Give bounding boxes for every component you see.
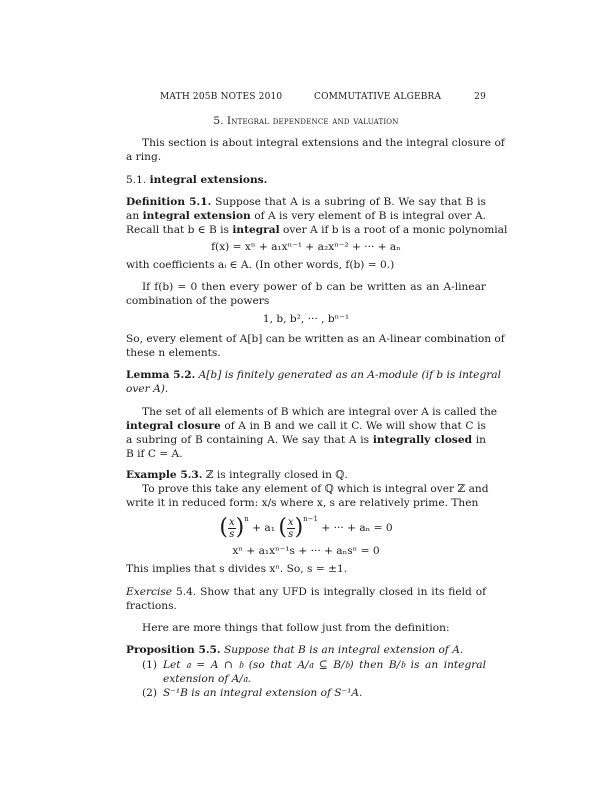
definition-line2-post: of A is very element of B is integral over A. xyxy=(250,210,486,222)
equation-cleared: xⁿ + a₁xⁿ⁻¹s + ··· + aₙsⁿ = 0 xyxy=(232,545,380,557)
exponent-n: n xyxy=(244,515,249,523)
section-heading xyxy=(126,115,486,128)
proposition-item-1 xyxy=(142,659,486,672)
example-proof-line-2: write it in reduced form: x/s where x, s are relatively prime. Then xyxy=(126,497,479,509)
exercise-label: Exercise xyxy=(126,586,173,598)
polynomial-formula: f(x) = xⁿ + a₁xⁿ⁻¹ + a₂xⁿ⁻² + ··· + aₙ xyxy=(211,241,401,253)
closure-line2-post: of A in B and we call it C. We will show that C is xyxy=(220,420,486,432)
closure-line-4: B if C = A. xyxy=(126,448,183,460)
subsection-title: integral extensions. xyxy=(149,174,268,186)
example-label: Example 5.3. xyxy=(126,469,203,481)
powers-line-4: these n elements. xyxy=(126,347,221,359)
term-integral: integral xyxy=(232,224,280,236)
left-paren-2: ( xyxy=(278,515,287,540)
section-title: Integral dependence and valuation xyxy=(226,115,399,127)
closure-line3-post: in xyxy=(472,434,486,446)
powers-formula: 1, b, b², ··· , bⁿ⁻¹ xyxy=(262,313,350,325)
powers-line-3: So, every element of A[b] can be written as an A-linear combination of xyxy=(126,333,505,345)
equation-fraction xyxy=(126,514,486,542)
lemma-line-1 xyxy=(126,369,501,382)
header-page-number: 29 xyxy=(474,92,486,102)
definition-line3-post: over A if b is a root of a monic polynomial xyxy=(279,224,508,236)
item-2-number: (2) xyxy=(142,687,158,699)
proposition-label: Proposition 5.5. xyxy=(126,644,221,656)
proposition-text: Suppose that B is an integral extension of A. xyxy=(220,644,464,656)
example-text: ℤ is integrally closed in ℚ. xyxy=(202,469,348,481)
closure-line-2 xyxy=(126,420,486,433)
proposition-item-2 xyxy=(142,687,486,700)
exercise-text-1: 5.4. Show that any UFD is integrally closed in its field of xyxy=(172,586,486,598)
example-heading xyxy=(126,469,486,482)
lemma-line-2 xyxy=(126,383,486,396)
fraction-x-over-s xyxy=(228,517,236,540)
proposition-item-1-cont xyxy=(163,673,486,686)
item-1-number: (1) xyxy=(142,659,158,671)
item-1-line-1: Let 𝔞 = A ∩ 𝔟 (so that A/𝔞 ⊆ B/𝔟) then B/𝔟 is an integral xyxy=(163,659,486,671)
section-number: 5. xyxy=(213,115,224,127)
lemma-label: Lemma 5.2. xyxy=(126,369,196,381)
closure-line-1: The set of all elements of B which are integral over A is called the xyxy=(142,406,498,418)
term-integral-closure: integral closure xyxy=(126,420,221,432)
exponent-n-minus-1: n−1 xyxy=(303,515,318,523)
coefficient-a1: + a₁ xyxy=(252,522,275,534)
definition-line-2 xyxy=(126,210,486,223)
more-things-line: Here are more things that follow just from the definition: xyxy=(142,622,450,634)
intro-line-2: a ring. xyxy=(126,151,162,163)
fraction-numerator-2: x xyxy=(287,516,294,528)
example-conclusion: This implies that s divides xⁿ. So, s = ±1. xyxy=(126,563,348,575)
powers-line-1: If f(b) = 0 then every power of b can be written as an A-linear xyxy=(142,281,486,293)
definition-line2-pre: an xyxy=(126,210,143,222)
exercise-line-2: fractions. xyxy=(126,600,177,612)
intro-line-1: This section is about integral extensions and the integral closure of xyxy=(142,137,505,149)
fraction-denominator: s xyxy=(229,528,235,540)
definition-line-1 xyxy=(126,196,486,209)
term-integrally-closed: integrally closed xyxy=(372,434,473,446)
item-1-line-2: extension of A/𝔞. xyxy=(163,673,251,685)
right-paren-2: ) xyxy=(294,515,304,540)
definition-label: Definition 5.1. xyxy=(126,196,212,208)
item-2-text: S⁻¹B is an integral extension of S⁻¹A. xyxy=(163,687,363,699)
definition-line3-pre: Recall that b ∈ B is xyxy=(126,224,233,236)
header-subject: COMMUTATIVE ALGEBRA xyxy=(314,92,442,102)
right-paren: ) xyxy=(235,515,245,540)
subsection-heading xyxy=(126,174,486,187)
lemma-text-1: A[b] is finitely generated as an A-module (if b is integral xyxy=(195,369,501,381)
subsection-number: 5.1. xyxy=(126,174,147,186)
equation-tail: + ··· + aₙ = 0 xyxy=(321,522,393,534)
fraction-x-over-s-2 xyxy=(287,517,295,540)
left-paren: ( xyxy=(219,515,229,540)
closure-line3-pre: a subring of B containing A. We say that A is xyxy=(126,434,373,446)
lemma-text-2: over A). xyxy=(126,383,169,395)
closure-line-3 xyxy=(126,434,486,447)
definition-text-1: Suppose that A is a subring of B. We say that B is xyxy=(211,196,486,208)
exercise-line-1 xyxy=(126,586,486,599)
fraction-denominator-2: s xyxy=(288,528,294,540)
fraction-numerator: x xyxy=(229,516,235,528)
definition-coefficients: with coefficients aᵢ ∈ A. (In other words, f(b) = 0.) xyxy=(126,259,395,271)
powers-line-2: combination of the powers xyxy=(126,295,270,307)
definition-line-3 xyxy=(126,224,508,237)
example-proof-line-1: To prove this take any element of ℚ which is integral over ℤ and xyxy=(142,483,489,495)
proposition-heading xyxy=(126,644,486,657)
term-integral-extension: integral extension xyxy=(142,210,251,222)
running-header xyxy=(126,92,486,106)
header-course: MATH 205B NOTES 2010 xyxy=(160,92,283,102)
